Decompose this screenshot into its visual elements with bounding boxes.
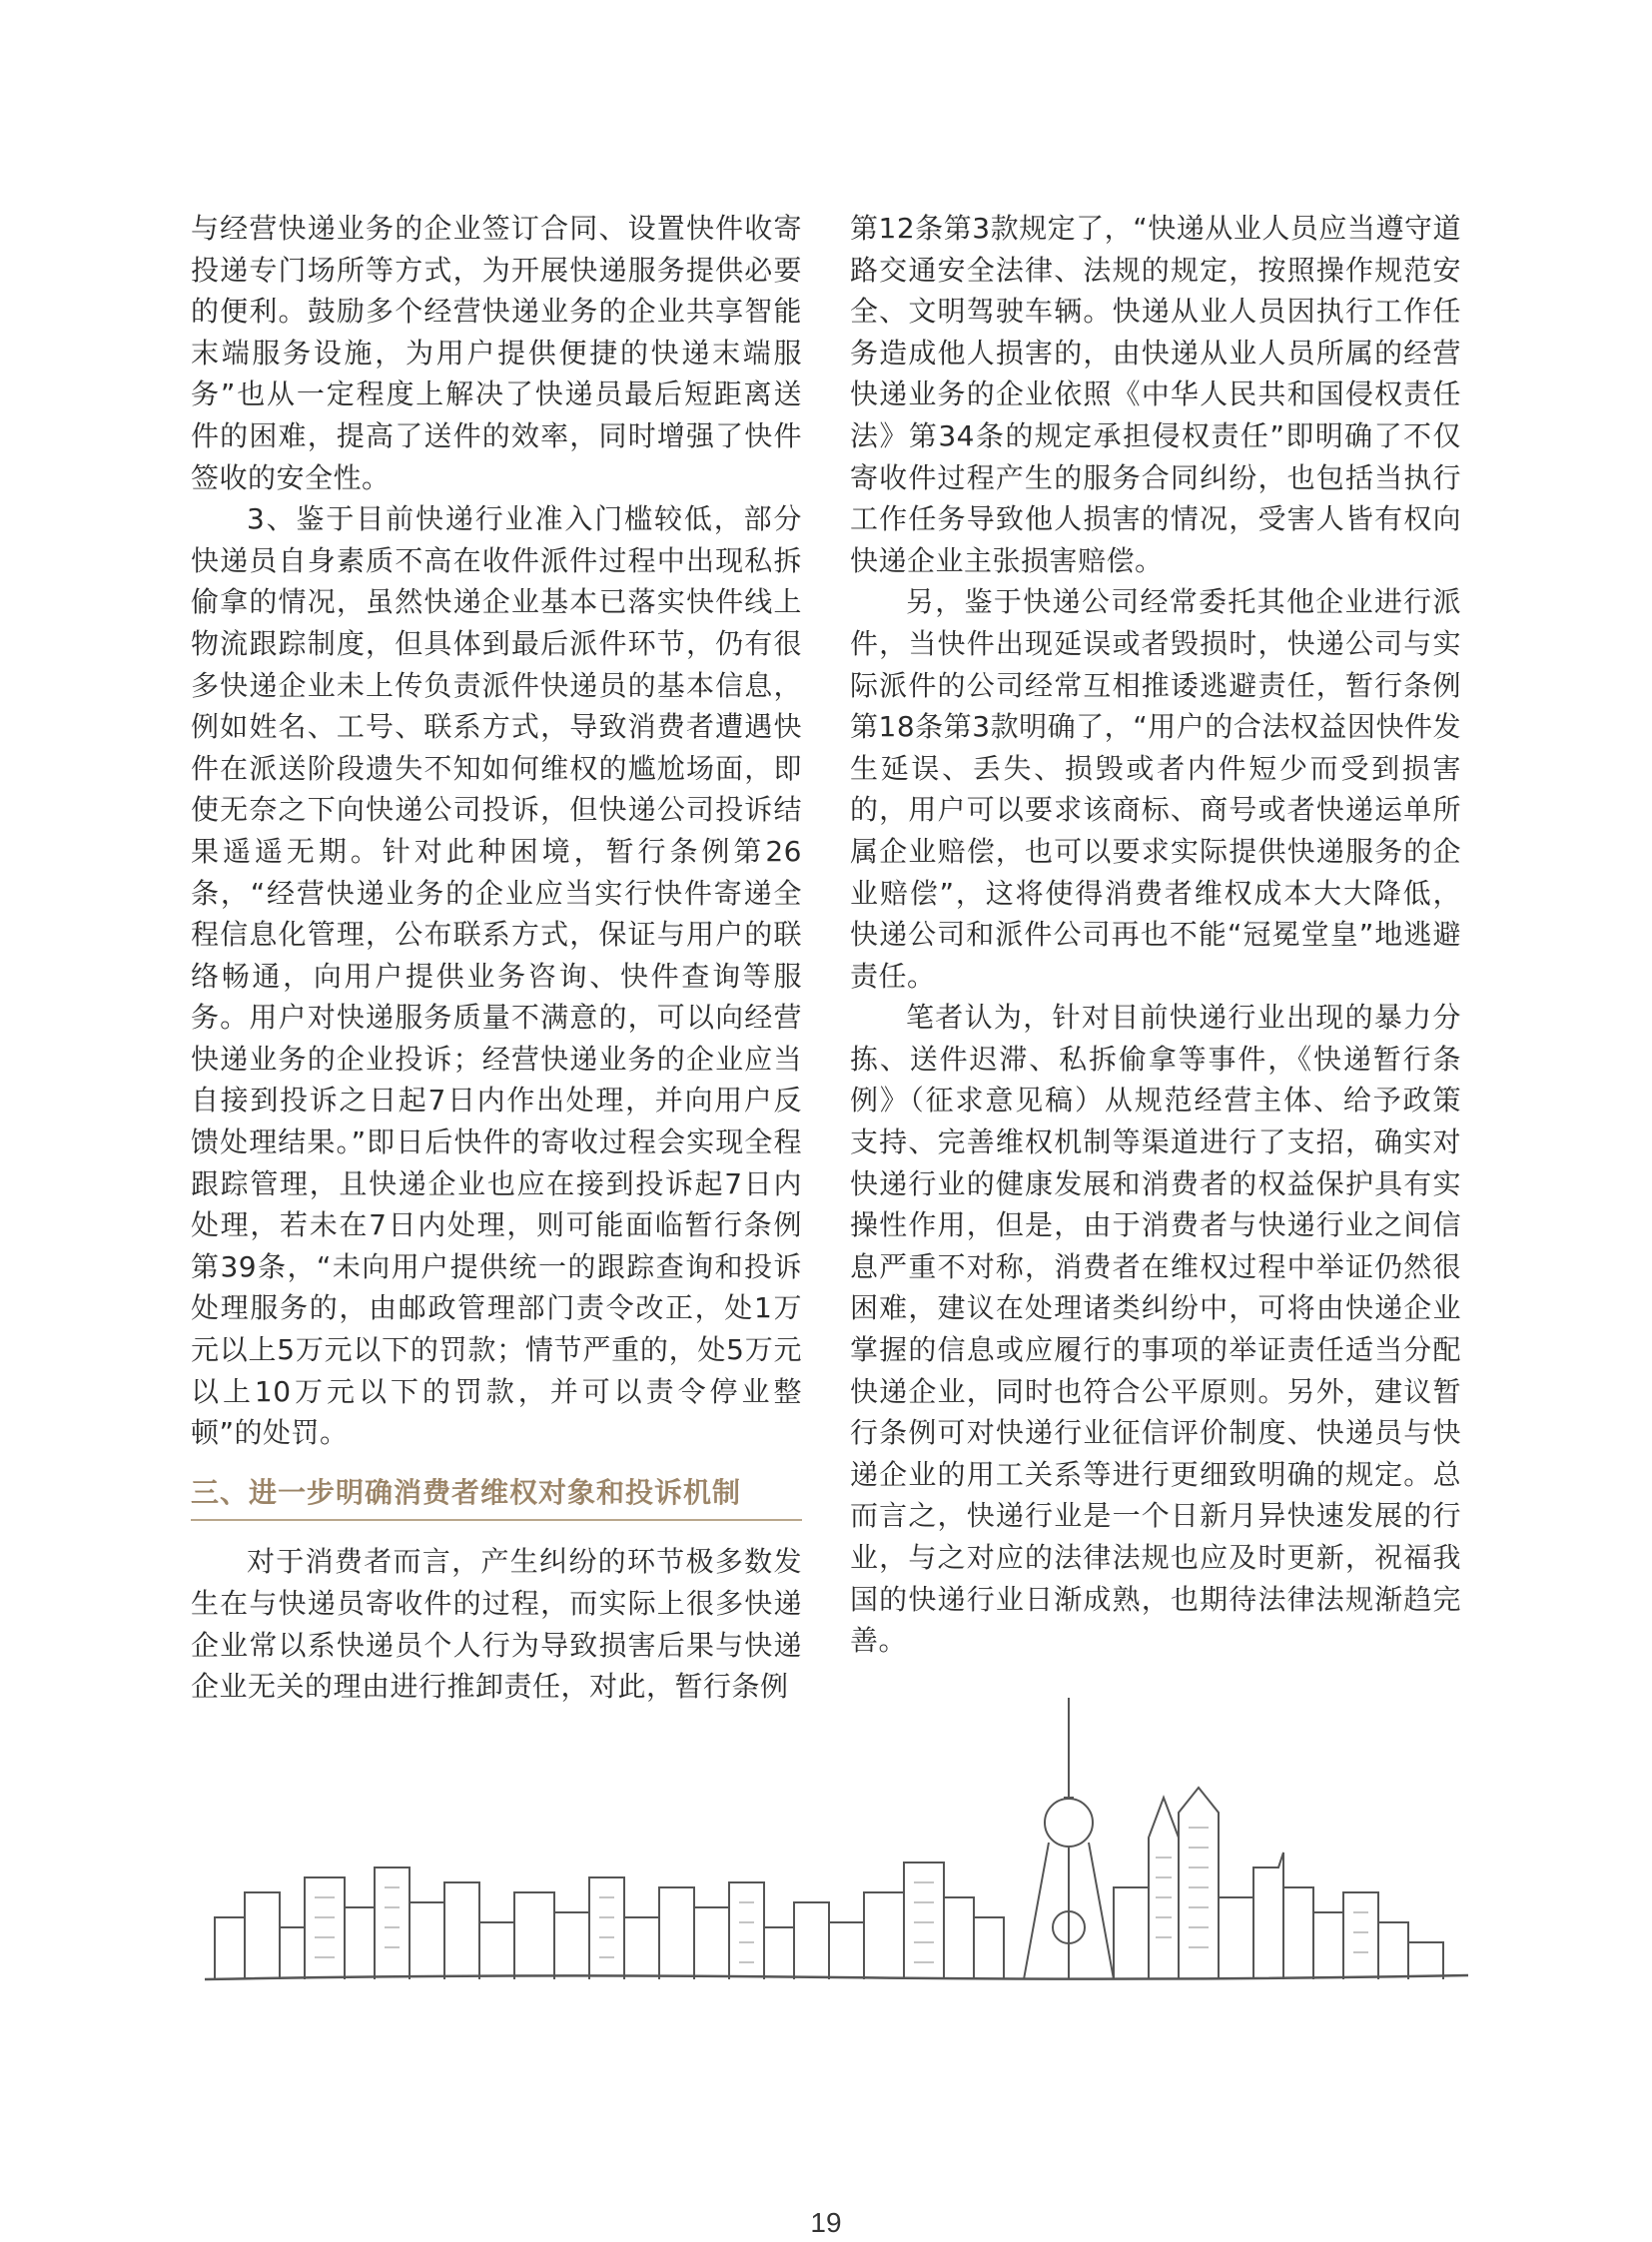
left-column bbox=[191, 208, 802, 1708]
right-column bbox=[850, 208, 1461, 1662]
right-paragraph-3: 笔者认为，针对目前快递行业出现的暴力分拣、送件迟滞、私拆偷拿等事件，《快递暂行条例》（征求意见稿）从规范经营主体、给予政策支持、完善维权机制等渠道进行了支招，确实对快递行业的健康发展和消费者的权益保护具有实操性作用，但是，由于消费者与快递行业之间信息严重不对称，消费者在维权过程中举证仍然很困难，建议在处理诸类纠纷中，可将由快递企业掌握的信息或应履行的事项的举证责任适当分配快递企业，同时也符合公平原则。另外，建议暂行条例可对快递行业征信评价制度、快递员与快递企业的用工关系等进行更细致明确的规定。总而言之，快递行业是一个日新月异快速发展的行业，与之对应的法律法规也应及时更新，祝福我国的快递行业日渐成熟，也期待法律法规渐趋完善。 bbox=[850, 1001, 1461, 1658]
left-paragraph-3: 对于消费者而言，产生纠纷的环节极多数发生在与快递员寄收件的过程，而实际上很多快递企业常以系快递员个人行为导致损害后果与快递企业无关的理由进行推卸责任，对此，暂行条例 bbox=[191, 1545, 802, 1704]
left-paragraph-1: 与经营快递业务的企业签订合同、设置快件收寄投递专门场所等方式，为开展快递服务提供必要的便利。鼓励多个经营快递业务的企业共享智能末端服务设施，为用户提供便捷的快递末端服务”也从一定程度上解决了快递员最后短距离送件的困难，提高了送件的效率，同时增强了快件签收的安全性。 bbox=[191, 212, 802, 494]
right-paragraph-1: 第12条第3款规定了，“快递从业人员应当遵守道路交通安全法律、法规的规定，按照操作规范安全、文明驾驶车辆。快递从业人员因执行工作任务造成他人损害的，由快递从业人员所属的经营快递业务的企业依照《中华人民共和国侵权责任法》第34条的规定承担侵权责任”即明确了不仅寄收件过程产生的服务合同纠纷，也包括当执行工作任务导致他人损害的情况，受害人皆有权向快递企业主张损害赔偿。 bbox=[850, 212, 1461, 577]
city-skyline-sketch-icon bbox=[205, 1678, 1468, 1987]
right-paragraph-2: 另，鉴于快递公司经常委托其他企业进行派件，当快件出现延误或者毁损时，快递公司与实际派件的公司经常互相推诿逃避责任，暂行条例第18条第3款明确了，“用户的合法权益因快件发生延误、丢失、损毁或者内件短少而受到损害的，用户可以要求该商标、商号或者快递运单所属企业赔偿，也可以要求实际提供快递服务的企业赔偿”，这将使得消费者维权成本大大降低，快递公司和派件公司再也不能“冠冕堂皇”地逃避责任。 bbox=[850, 585, 1461, 993]
left-paragraph-2: 3、鉴于目前快递行业准入门槛较低，部分快递员自身素质不高在收件派件过程中出现私拆偷拿的情况，虽然快递企业基本已落实快件线上物流跟踪制度，但具体到最后派件环节，仍有很多快递企业未上传负责派件快递员的基本信息，例如姓名、工号、联系方式，导致消费者遭遇快件在派送阶段遗失不知如何维权的尴尬场面，即使无奈之下向快递公司投诉，但快递公司投诉结果遥遥无期。针对此种困境，暂行条例第26条，“经营快递业务的企业应当实行快件寄递全程信息化管理，公布联系方式，保证与用户的联络畅通，向用户提供业务咨询、快件查询等服务。用户对快递服务质量不满意的，可以向经营快递业务的企业投诉；经营快递业务的企业应当自接到投诉之日起7日内作出处理，并向用户反馈处理结果。”即日后快件的寄收过程会实现全程跟踪管理，且快递企业也应在接到投诉起7日内处理，若未在7日内处理，则可能面临暂行条例第39条，“未向用户提供统一的跟踪查询和投诉处理服务的，由邮政管理部门责令改正，处1万元以上5万元以下的罚款；情节严重的，处5万元以上10万元以下的罚款，并可以责令停业整顿”的处罚。 bbox=[191, 502, 802, 1450]
page-number: 19 bbox=[810, 2207, 842, 2238]
section-heading: 三、进一步明确消费者维权对象和投诉机制 bbox=[191, 1472, 802, 1522]
